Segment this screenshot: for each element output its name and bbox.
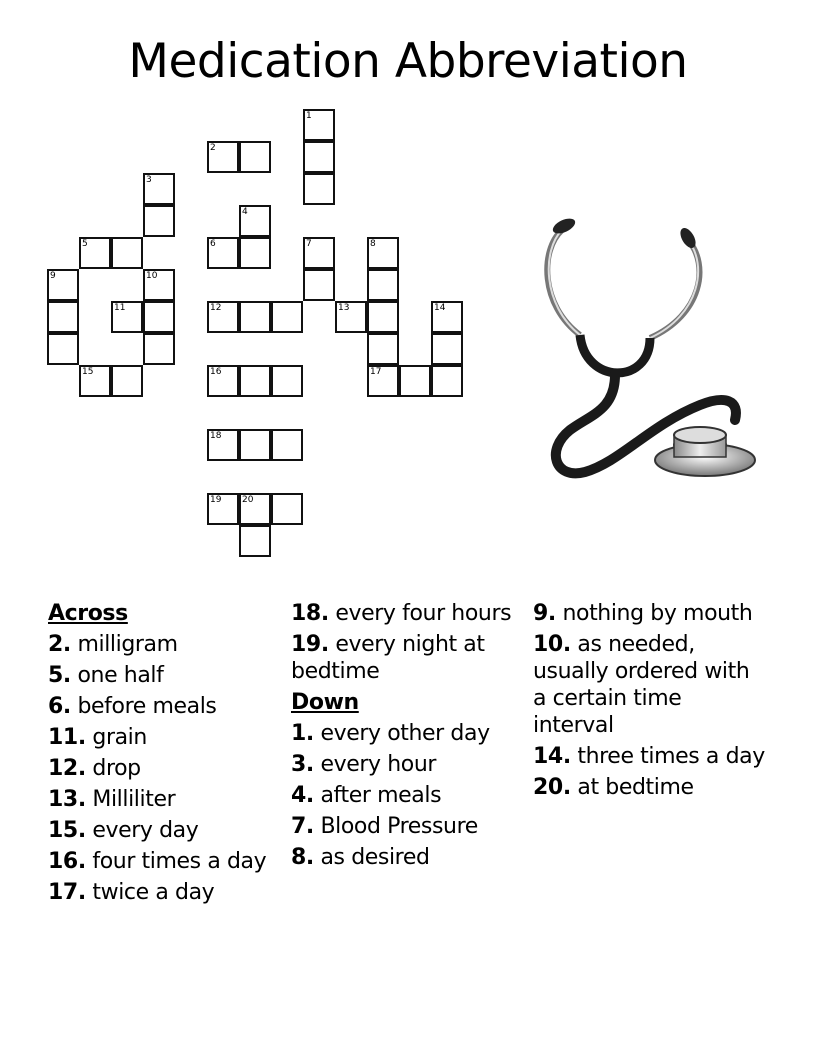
clue [291, 844, 523, 871]
grid-cell[interactable] [303, 269, 335, 301]
clue-number: 4. [291, 783, 314, 808]
clue-number: 3 [146, 175, 152, 185]
clue [48, 755, 280, 782]
stethoscope-image [530, 210, 770, 490]
clue-number: 9 [50, 271, 56, 281]
clue-text: three times a day [577, 744, 765, 769]
clue [48, 631, 280, 658]
grid-cell[interactable] [239, 301, 271, 333]
grid-cell[interactable] [143, 205, 175, 237]
grid-cell[interactable] [399, 365, 431, 397]
clue [533, 631, 765, 739]
clue-number: 1. [291, 721, 314, 746]
grid-cell[interactable] [271, 365, 303, 397]
clue-text: as needed, usually ordered with a certain time interval [533, 632, 750, 738]
clue [533, 743, 765, 770]
clue-number: 3. [291, 752, 314, 777]
grid-cell[interactable] [111, 365, 143, 397]
clue [48, 848, 280, 875]
clue [291, 631, 523, 685]
grid-cell[interactable] [143, 301, 175, 333]
clue-number: 6. [48, 694, 71, 719]
grid-cell[interactable] [239, 365, 271, 397]
clue-text: one half [77, 663, 164, 688]
grid-cell[interactable] [239, 205, 271, 237]
clue-number: 12 [210, 303, 222, 313]
clue-number: 14 [434, 303, 446, 313]
grid-cell[interactable] [47, 301, 79, 333]
clue-number: 18 [210, 431, 222, 441]
grid-cell[interactable] [207, 301, 239, 333]
clue-text: every other day [320, 721, 490, 746]
clue-number: 11. [48, 725, 86, 750]
grid-cell[interactable] [367, 301, 399, 333]
clue-text: Milliliter [92, 787, 176, 812]
grid-cell[interactable] [239, 525, 271, 557]
clue [533, 600, 765, 627]
clue-text: at bedtime [577, 775, 694, 800]
grid-cell[interactable] [79, 237, 111, 269]
clue-number: 7 [306, 239, 312, 249]
grid-cell[interactable] [431, 365, 463, 397]
grid-cell[interactable] [143, 269, 175, 301]
clue-number: 18. [291, 601, 329, 626]
clue-number: 10. [533, 632, 571, 657]
clue [48, 724, 280, 751]
grid-cell[interactable] [271, 429, 303, 461]
grid-cell[interactable] [239, 237, 271, 269]
grid-cell[interactable] [111, 301, 143, 333]
clue-number: 6 [210, 239, 216, 249]
clue-column-1 [48, 600, 280, 910]
clue-text: every four hours [335, 601, 512, 626]
grid-cell[interactable] [207, 141, 239, 173]
clue [291, 751, 523, 778]
grid-cell[interactable] [79, 365, 111, 397]
clue-text: every night at bedtime [291, 632, 485, 684]
grid-cell[interactable] [207, 365, 239, 397]
grid-cell[interactable] [335, 301, 367, 333]
clue-number: 12. [48, 756, 86, 781]
grid-cell[interactable] [207, 493, 239, 525]
grid-cell[interactable] [239, 493, 271, 525]
clue [291, 782, 523, 809]
clue-text: Blood Pressure [320, 814, 478, 839]
grid-cell[interactable] [143, 333, 175, 365]
grid-cell[interactable] [431, 301, 463, 333]
clue-number: 8 [370, 239, 376, 249]
clue-column-2 [291, 600, 523, 875]
clue-text: before meals [77, 694, 217, 719]
grid-cell[interactable] [367, 365, 399, 397]
puzzle-title: Medication Abbreviation [128, 34, 688, 89]
clue-number: 8. [291, 845, 314, 870]
clue [48, 693, 280, 720]
grid-cell[interactable] [303, 173, 335, 205]
crossword-grid [48, 110, 496, 558]
grid-cell[interactable] [367, 269, 399, 301]
clue-number: 4 [242, 207, 248, 217]
clue [291, 600, 523, 627]
clue-text: grain [92, 725, 147, 750]
clue-column-3 [533, 600, 765, 805]
clue-number: 15. [48, 818, 86, 843]
clue-text: twice a day [92, 880, 215, 905]
grid-cell[interactable] [111, 237, 143, 269]
grid-cell[interactable] [143, 173, 175, 205]
clue-text: every hour [320, 752, 437, 777]
clue-text: as desired [320, 845, 430, 870]
grid-cell[interactable] [239, 429, 271, 461]
grid-cell[interactable] [367, 237, 399, 269]
clue-number: 5. [48, 663, 71, 688]
clue [48, 879, 280, 906]
grid-cell[interactable] [367, 333, 399, 365]
clue-number: 16 [210, 367, 222, 377]
clue-text: milligram [77, 632, 178, 657]
clue-number: 10 [146, 271, 158, 281]
clue [291, 813, 523, 840]
clue-text: nothing by mouth [562, 601, 753, 626]
clue-number: 13. [48, 787, 86, 812]
grid-cell[interactable] [207, 237, 239, 269]
grid-cell[interactable] [431, 333, 463, 365]
grid-cell[interactable] [303, 109, 335, 141]
clue-number: 16. [48, 849, 86, 874]
clue-number: 7. [291, 814, 314, 839]
grid-cell[interactable] [47, 333, 79, 365]
clue-number: 17. [48, 880, 86, 905]
clue-number: 20. [533, 775, 571, 800]
clue [48, 662, 280, 689]
clue-number: 2 [210, 143, 216, 153]
clue-text: four times a day [92, 849, 267, 874]
clue-number: 13 [338, 303, 350, 313]
grid-cell[interactable] [207, 429, 239, 461]
clue-number: 9. [533, 601, 556, 626]
grid-cell[interactable] [303, 237, 335, 269]
clue-number: 5 [82, 239, 88, 249]
clue [291, 720, 523, 747]
clue-number: 20 [242, 495, 254, 505]
clue-number: 15 [82, 367, 94, 377]
clue-number: 2. [48, 632, 71, 657]
clue-text: after meals [320, 783, 442, 808]
grid-cell[interactable] [47, 269, 79, 301]
section-heading: Across [48, 601, 128, 626]
clue-number: 17 [370, 367, 382, 377]
section-heading: Down [291, 690, 359, 715]
clue [48, 786, 280, 813]
clue-number: 19. [291, 632, 329, 657]
grid-cell[interactable] [271, 301, 303, 333]
clue-number: 19 [210, 495, 222, 505]
grid-cell[interactable] [271, 493, 303, 525]
clue-number: 14. [533, 744, 571, 769]
clue-number: 11 [114, 303, 126, 313]
clue-text: drop [92, 756, 141, 781]
grid-cell[interactable] [303, 141, 335, 173]
grid-cell[interactable] [239, 141, 271, 173]
clue-number: 1 [306, 111, 312, 121]
clue [533, 774, 765, 801]
clue [48, 817, 280, 844]
clue-text: every day [92, 818, 199, 843]
